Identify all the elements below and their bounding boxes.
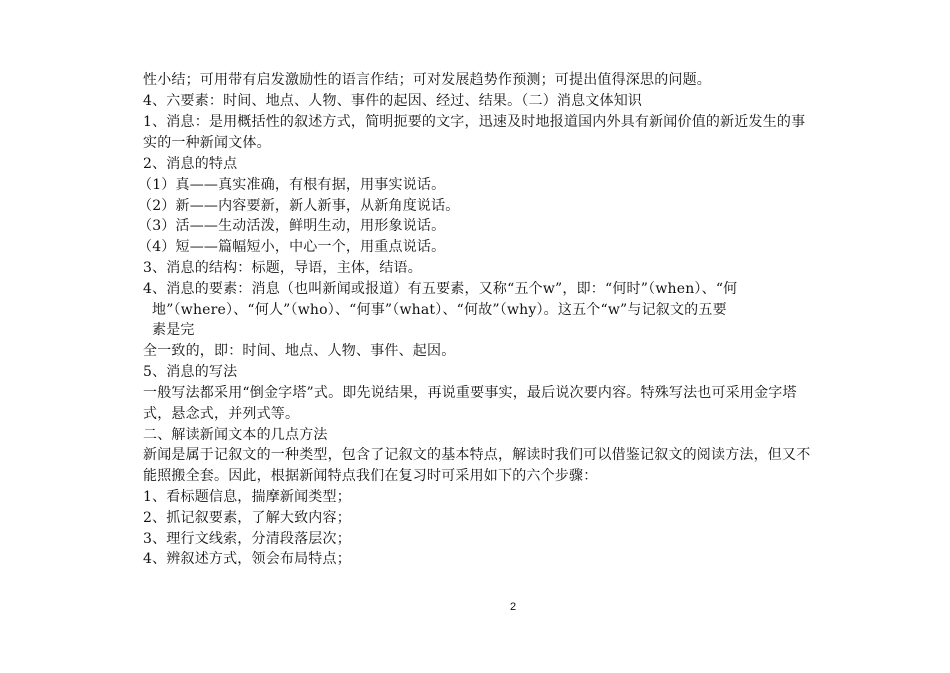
text-line: （4）短——篇幅短小，中心一个，用重点说话。	[138, 239, 446, 255]
text-line: 地”（where）、“何人”（who）、“何事”（what）、“何故”（why）。这五个“w”与记叙文的五要	[152, 302, 727, 318]
text-line: 实的一种新闻文体。	[143, 135, 271, 151]
text-line: 3、消息的结构：标题，导语，主体，结语。	[143, 260, 422, 276]
text-line: 5、消息的写法	[143, 364, 238, 380]
text-line: 性小结；可用带有启发激励性的语言作结；可对发展趋势作预测；可提出值得深思的问题。	[143, 72, 711, 88]
text-line: （3）活——生动活泼，鲜明生动，用形象说话。	[138, 218, 446, 234]
text-line: 2、抓记叙要素，了解大致内容；	[143, 510, 351, 526]
text-line: （1）真——真实准确，有根有据，用事实说话。	[138, 177, 446, 193]
text-line: 素是完	[152, 322, 195, 338]
text-line: 新闻是属于记叙文的一种类型，包含了记叙文的基本特点，解读时我们可以借鉴记叙文的阅读方法，但又不	[143, 447, 811, 463]
text-line: 式，悬念式，并列式等。	[143, 406, 300, 422]
text-line: 4、六要素：时间、地点、人物、事件的起因、经过、结果。（二）消息文体知识	[143, 93, 643, 109]
page-number: 2	[510, 601, 517, 613]
text-line: 1、看标题信息，揣摩新闻类型；	[143, 489, 351, 505]
text-line: 全一致的，即：时间、地点、人物、事件、起因。	[143, 343, 456, 359]
text-line: 1、消息：是用概括性的叙述方式，简明扼要的文字，迅速及时地报道国内外具有新闻价值的新近发生的事	[143, 114, 806, 130]
text-line: （2）新——内容要新，新人新事，从新角度说话。	[138, 198, 460, 214]
text-line: 4、消息的要素：消息（也叫新闻或报道）有五要素，又称“五个w”，即：“何时”（when）、“何	[143, 281, 738, 297]
text-line: 二、解读新闻文本的几点方法	[143, 427, 328, 443]
text-line: 能照搬全套。因此，根据新闻特点我们在复习时可采用如下的六个步骤：	[143, 468, 598, 484]
text-line: 一般写法都采用“倒金字塔”式。即先说结果，再说重要事实，最后说次要内容。特殊写法也可采用金字塔	[143, 385, 797, 401]
text-line: 3、理行文线索，分清段落层次；	[143, 531, 351, 547]
text-line: 4、辨叙述方式，领会布局特点；	[143, 551, 351, 567]
text-line: 2、消息的特点	[143, 156, 238, 172]
